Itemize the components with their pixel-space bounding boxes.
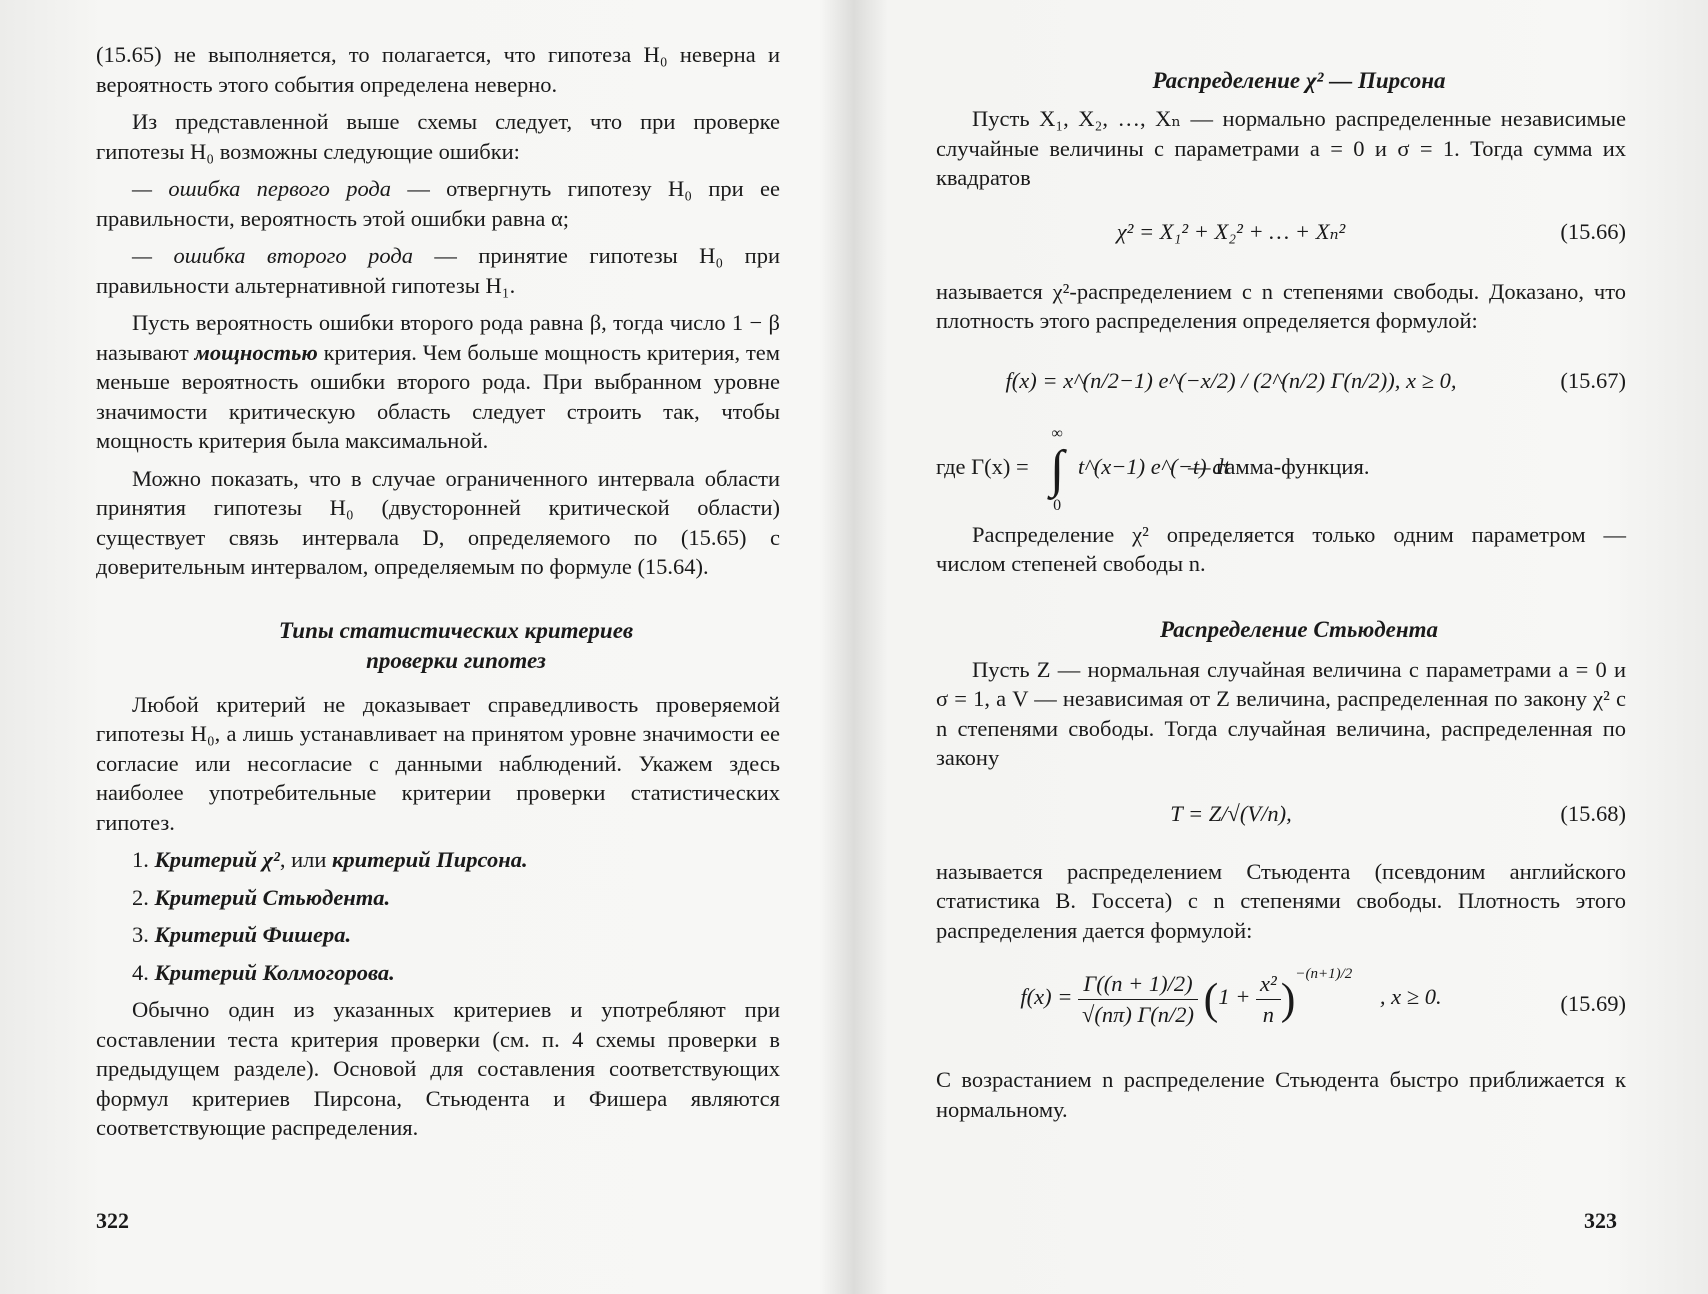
paragraph: Пусть X₁, X₂, …, Xₙ — нормально распределенные независимые случайные величины с параметрами a = 0 и σ = 1. Тогда сумма их квадратов — [936, 106, 1626, 190]
text: — гамма-функция. — [1188, 453, 1370, 479]
formula: f(x) = $\frac{\Gamma((n + 1)/2)}{√(n\pi) \Gamma(n/2)}$ (1 + $\frac{\text{x²}}{n}$ )$^{-(n+1)/2}$ , x ≥ 0. — [936, 969, 1526, 1029]
emphasis: — ошибка второго рода — [132, 243, 413, 268]
paragraph: С возрастанием n распределение Стьюдента быстро приближается к нормальному. — [936, 1067, 1626, 1122]
text: критерия. Чем больше мощность критерия, тем меньше вероятность ошибки второго рода. При выбранном уровне значимости критическую область следует строить так, чтобы мощность критерия была максимальной. — [96, 339, 780, 453]
paragraph — [96, 174, 780, 233]
right-page — [936, 40, 1626, 1124]
equation-number: (15.68) — [1560, 800, 1626, 826]
page-number: 323 — [1584, 1208, 1617, 1233]
section-heading: Распределение Стьюдента — [1159, 616, 1439, 642]
equation — [936, 773, 1626, 857]
equation-number: (15.69) — [1560, 991, 1626, 1016]
left-page — [96, 40, 780, 1143]
formula: T = Z/√(V/n), — [1170, 800, 1292, 826]
equation-number: (15.67) — [1560, 367, 1626, 393]
paragraph: Любой критерий не доказывает справедливость проверяемой гипотезы H₀, а лишь устанавливает на принятом уровне значимости ее согласие или несогласие с данными наблюдений. Укажем здесь наиболее употребительные критерии проверки статистических гипотез. — [96, 691, 780, 835]
paragraph: (15.65) не выполняется, то полагается, что гипотеза H₀ неверна и вероятность этого события определена неверно. — [96, 42, 780, 97]
paragraph: называется χ²-распределением с n степенями свободы. Доказано, что плотность этого распределения определяется формулой: — [936, 278, 1626, 333]
paragraph: Из представленной выше схемы следует, что при проверке гипотезы H₀ возможны следующие ошибки: — [96, 109, 780, 164]
paragraph: Можно показать, что в случае ограниченного интервала области принятия гипотезы H₀ (двусторонней критической области) существует связь интервала D, определяемого по (15.65) с доверительным интервалом, определяемым по формуле (15.64). — [96, 465, 780, 579]
list-item: 3. Критерий Фишера. — [132, 922, 352, 947]
formula: χ² = X₁² + X₂² + … + Xₙ² — [1116, 218, 1346, 244]
emphasis: — ошибка первого рода — [132, 176, 392, 201]
equation — [936, 203, 1626, 277]
paragraph — [96, 308, 780, 456]
paragraph: Обычно один из указанных критериев и употребляют при составлении теста критерия проверки (см. п. 4 схемы проверки в предыдущем разделе). Основой для составления соответствующих формул критериев Пирсона, Стьюдента и Фишера являются соответствующие распределения. — [96, 997, 780, 1140]
equation-number: (15.66) — [1560, 218, 1626, 244]
section-heading: Распределение χ² — Пирсона — [1152, 68, 1446, 93]
fraction: $\frac{\text{x²}}{n}$ — [1256, 969, 1281, 1029]
equation — [936, 336, 1626, 420]
criteria-list — [96, 845, 780, 987]
integral-sign: ∞ ∫ 0 — [1050, 424, 1065, 514]
fraction: $\frac{\Gamma((n + 1)/2)}{√(n\pi) \Gamma(n/2)}$ — [1078, 969, 1198, 1029]
formula: f(x) = x^(n/2−1) e^(−x/2) / (2^(n/2) Γ(n/2)), x ≥ 0, — [1005, 367, 1457, 393]
text: где Γ(x) = — [936, 453, 1029, 479]
formula: t^(x−1) e^(−t) dt — [1078, 453, 1230, 479]
paragraph — [96, 241, 780, 300]
text: Пусть вероятность ошибки второго рода равна β, тогда число 1 − β называют — [96, 310, 780, 365]
list-item: 1. Критерий χ², или критерий Пирсона. — [132, 847, 528, 872]
section-heading: проверки гипотез — [366, 647, 546, 673]
text: — принятие гипотезы H₀ при правильности альтернативной гипотезы H₁. — [96, 243, 780, 298]
gamma-definition — [936, 420, 1626, 512]
list-item: 4. Критерий Колмогорова. — [132, 959, 395, 985]
emphasis: мощностью — [194, 339, 318, 365]
paragraph: Распределение χ² определяется только одним параметром — числом степеней свободы n. — [936, 521, 1626, 576]
text: — отвергнуть гипотезу H₀ при ее правильности, вероятность этой ошибки равна α; — [96, 176, 780, 231]
paragraph: Пусть Z — нормальная случайная величина с параметрами a = 0 и σ = 1, а V — независимая от Z величина, распределенная по закону χ² с n степенями свободы. Тогда случайная величина, распределенная по закону — [936, 656, 1626, 770]
section-heading: Типы статистических критериев — [278, 617, 634, 643]
equation — [936, 945, 1626, 1065]
list-item: 2. Критерий Стьюдента. — [132, 884, 391, 910]
page-number: 322 — [96, 1208, 129, 1233]
paragraph: называется распределением Стьюдента (псевдоним английского статистика В. Госсета) с n степенями свободы. Плотность этого распределения дается формулой: — [936, 858, 1626, 943]
